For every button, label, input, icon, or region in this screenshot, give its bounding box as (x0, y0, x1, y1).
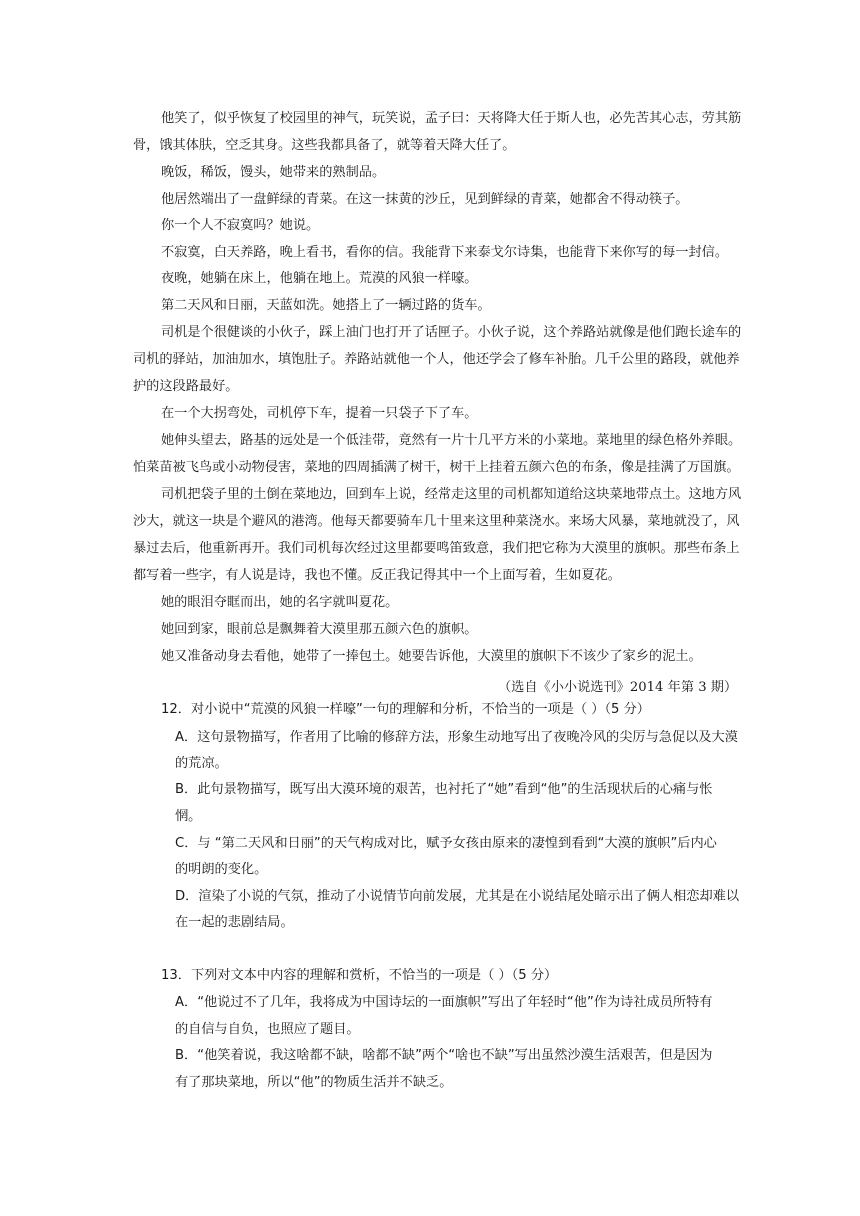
story-paragraph-cont: 骨，饿其体肤，空乏其身。这些我都具备了，就等着天降大任了。 (133, 138, 516, 153)
option-b: B．“他笑着说，我这啥都不缺，啥都不缺”两个“啥也不缺”写出虽然沙漠生活艰苦，但是因为 (175, 1048, 713, 1063)
story-paragraph: 司机把袋子里的土倒在菜地边，回到车上说，经常走这里的司机都知道给这块菜地带点土。这地方风 (161, 487, 742, 502)
option-b-cont: 惘。 (175, 809, 202, 824)
story-paragraph-cont: 都写着一些字，有人说是诗，我也不懂。反正我记得其中一个上面写着，生如夏花。 (133, 568, 621, 583)
story-paragraph-cont: 暴过去后，他重新再开。我们司机每次经过这里都要鸣笛致意，我们把它称为大漠里的旗帜。那些布条上 (133, 541, 740, 556)
question-stem: 12．对小说中“荒漠的风狼一样嚎”一句的理解和分析，不恰当的一项是（ ）（5 分） (161, 702, 650, 717)
option-a: A．“他说过不了几年，我将成为中国诗坛的一面旗帜”写出了年轻时“他”作为诗社成员所特有 (175, 995, 713, 1010)
story-paragraph: 她的眼泪夺眶而出，她的名字就叫夏花。 (161, 595, 399, 610)
story-paragraph: 夜晚，她躺在床上，他躺在地上。荒漠的风狼一样嚎。 (161, 271, 478, 286)
story-paragraph: 她伸头望去，路基的远处是一个低洼带，竟然有一片十几平方米的小菜地。菜地里的绿色格外养眼。 (161, 433, 742, 448)
story-paragraph-cont: 沙大，就这一块是个避风的港湾。他每天都要骑车几十里来这里种菜浇水。来场大风暴，菜地就没了，风 (133, 514, 740, 529)
story-paragraph: 他笑了，似乎恢复了校园里的神气，玩笑说，孟子曰：天将降大任于斯人也，必先苦其心志，劳其筋 (161, 111, 742, 126)
question-stem: 13．下列对文本中内容的理解和赏析，不恰当的一项是（ ）（5 分） (161, 968, 558, 983)
story-paragraph: 不寂寞，白天养路，晚上看书，看你的信。我能背下来泰戈尔诗集，也能背下来你写的每一封信。 (161, 245, 729, 260)
story-paragraph-cont: 护的这段路最好。 (133, 379, 239, 394)
source-citation: （选自《小小说选刊》2014 年第 3 期） (498, 680, 738, 695)
option-d-cont: 在一起的悲剧结局。 (175, 915, 294, 930)
story-paragraph: 晚饭，稀饭，馒头，她带来的熟制品。 (161, 165, 386, 180)
story-paragraph: 第二天风和日丽，天蓝如洗。她搭上了一辆过路的货车。 (161, 298, 491, 313)
option-d: D．渲染了小说的气氛，推动了小说情节向前发展，尤其是在小说结尾处暗示出了俩人相恋却难以 (175, 889, 740, 904)
story-paragraph-cont: 司机的驿站，加油加水，填饱肚子。养路站就他一个人，他还学会了修车补胎。几千公里的路段，就他养 (133, 352, 740, 367)
story-paragraph: 在一个大拐弯处，司机停下车，提着一只袋子下了车。 (161, 406, 478, 421)
option-b-cont: 有了那块菜地，所以“他”的物质生活并不缺乏。 (175, 1075, 453, 1090)
option-b: B．此句景物描写，既写出大漠环境的艰苦，也衬托了“她”看到“他”的生活现状后的心痛与怅 (175, 782, 713, 797)
story-paragraph: 他居然端出了一盘鲜绿的青菜。在这一抹黄的沙丘，见到鲜绿的青菜，她都舍不得动筷子。 (161, 192, 689, 207)
option-c-cont: 的明朗的变化。 (175, 862, 268, 877)
option-a: A．这句景物描写，作者用了比喻的修辞方法，形象生动地写出了夜晚冷风的尖厉与急促以及大漠 (175, 730, 738, 745)
option-a-cont: 的荒凉。 (175, 756, 228, 771)
story-paragraph-cont: 怕菜苗被飞鸟或小动物侵害，菜地的四周插满了树干，树干上挂着五颜六色的布条，像是挂满了万国旗。 (133, 460, 740, 475)
story-paragraph: 她回到家，眼前总是飘舞着大漠里那五颜六色的旗帜。 (161, 622, 478, 637)
story-paragraph: 她又准备动身去看他，她带了一捧包土。她要告诉他，大漠里的旗帜下不该少了家乡的泥土。 (161, 649, 702, 664)
option-a-cont: 的自信与自负，也照应了题目。 (175, 1022, 360, 1037)
story-paragraph: 司机是个很健谈的小伙子，踩上油门也打开了话匣子。小伙子说，这个养路站就像是他们跑长途车的 (161, 325, 742, 340)
story-paragraph: 你一个人不寂寞吗？她说。 (161, 218, 320, 233)
option-c: C．与 “第二天风和日丽”的天气构成对比，赋予女孩由原来的凄惶到看到“大漠的旗帜”后内心 (175, 836, 717, 851)
